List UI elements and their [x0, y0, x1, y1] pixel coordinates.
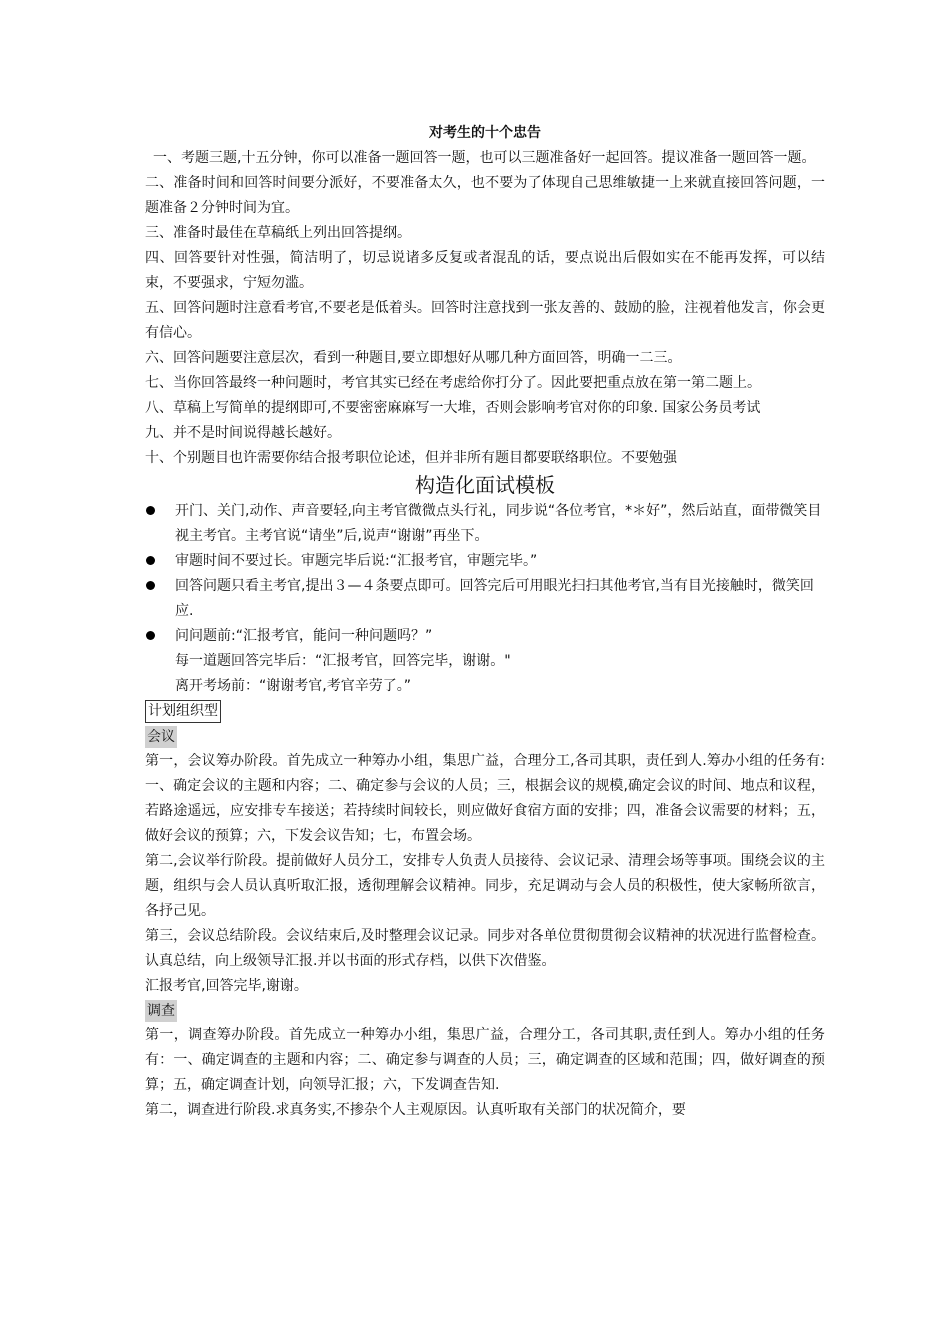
bullet-subline: 每一道题回答完毕后：“汇报考官，回答完毕，谢谢。" [175, 653, 511, 669]
bullet-item [145, 549, 825, 574]
survey-paragraph-2: 第二，调查进行阶段.求真务实,不掺杂个人主观原因。认真听取有关部门的状况简介，要 [145, 1102, 686, 1118]
bullet-text: 审题时间不要过长。审题完毕后说:“汇报考官，审题完毕。” [175, 553, 538, 569]
advice-item-9: 九、并不是时间说得越长越好。 [145, 425, 341, 441]
bullet-dot-icon [145, 549, 175, 574]
bullet-text: 问问题前:“汇报考官，能问一种问题吗？” [175, 628, 433, 644]
advice-item-4: 四、回答要针对性强，简洁明了，切忌说诸多反复或者混乱的话，要点说出后假如实在不能再发挥，可以结束，不要强求，宁短勿滥。 [145, 250, 825, 291]
meeting-paragraph-2: 第二,会议举行阶段。提前做好人员分工，安排专人负责人员接待、会议记录、清理会场等事项。围绕会议的主题，组织与会人员认真听取汇报，透彻理解会议精神。同步，充足调动与会人员的积极性，使大家畅所欲言，各抒己见。 [145, 853, 825, 919]
bullet-dot-icon [145, 574, 175, 624]
survey-label: 调查 [145, 1000, 177, 1022]
advice-item-7: 七、当你回答最终一种问题时，考官其实已经在考虑给你打分了。因此要把重点放在第一第二题上。 [145, 375, 761, 391]
advice-item-5: 五、回答问题时注意看考官,不要老是低着头。回答时注意找到一张友善的、鼓励的脸，注视着他发言，你会更有信心。 [145, 300, 825, 341]
template-heading: 构造化面试模板 [415, 473, 555, 497]
bullet-text: 回答问题只看主考官,提出３—４条要点即可。回答完后可用眼光扫扫其他考官,当有目光接触时，微笑回应. [175, 578, 814, 619]
bullet-subline: 离开考场前：“谢谢考官,考官辛劳了。” [175, 678, 411, 694]
advice-item-10: 十、个别题目也许需要你结合报考职位论述，但并非所有题目都要联络职位。不要勉强 [145, 450, 677, 466]
document-page [145, 122, 825, 1123]
meeting-paragraph-3: 第三，会议总结阶段。会议结束后,及时整理会议记录。同步对各单位贯彻贯彻会议精神的状况进行监督检查。认真总结，向上级领导汇报.并以书面的形式存档，以供下次借鉴。 [145, 928, 825, 969]
advice-item-2: 二、准备时间和回答时间要分派好，不要准备太久，也不要为了体现自己思维敏捷一上来就直接回答问题，一题准备２分钟时间为宜。 [145, 175, 825, 216]
advice-item-3: 三、准备时最佳在草稿纸上列出回答提纲。 [145, 225, 411, 241]
bullet-text: 开门、关门,动作、声音要轻,向主考官微微点头行礼，同步说“各位考官，*＊好”，然后站直，面带微笑目视主考官。主考官说“请坐”后,说声“谢谢”再坐下。 [175, 503, 822, 544]
section-label: 计划组织型 [145, 700, 221, 723]
page-title: 对考生的十个忠告 [429, 125, 541, 141]
survey-paragraph-1: 第一，调查筹办阶段。首先成立一种筹办小组，集思广益，合理分工，各司其职,责任到人。筹办小组的任务有：一、确定调查的主题和内容；二、确定参与调查的人员；三，确定调查的区域和范围；四，做好调查的预算；五，确定调查计划，向领导汇报；六，下发调查告知. [145, 1027, 825, 1093]
bullet-dot-icon [145, 499, 175, 549]
meeting-label: 会议 [145, 726, 177, 748]
bullet-item [145, 574, 825, 624]
advice-item-8: 八、草稿上写简单的提纲即可,不要密密麻麻写一大堆，否则会影响考官对你的印象. 国家公务员考试 [145, 400, 761, 416]
bullet-item [145, 499, 825, 549]
meeting-paragraph-1: 第一，会议筹办阶段。首先成立一种筹办小组，集思广益，合理分工,各司其职，责任到人.筹办小组的任务有:一、确定会议的主题和内容；二、确定参与会议的人员；三，根据会议的规模,确定会议的时间、地点和议程，若路途遥远，应安排专车接送；若持续时间较长，则应做好食宿方面的安排；四，准备会议需要的材料；五，做好会议的预算；六，下发会议告知；七，布置会场。 [145, 753, 825, 844]
bullet-item [145, 624, 825, 649]
advice-item-1: 一、考题三题,十五分钟，你可以准备一题回答一题，也可以三题准备好一起回答。提议准备一题回答一题。 [153, 150, 816, 166]
meeting-paragraph-4: 汇报考官,回答完毕,谢谢。 [145, 978, 308, 994]
bullet-dot-icon [145, 624, 175, 649]
advice-item-6: 六、回答问题要注意层次，看到一种题目,要立即想好从哪几种方面回答，明确一二三。 [145, 350, 682, 366]
